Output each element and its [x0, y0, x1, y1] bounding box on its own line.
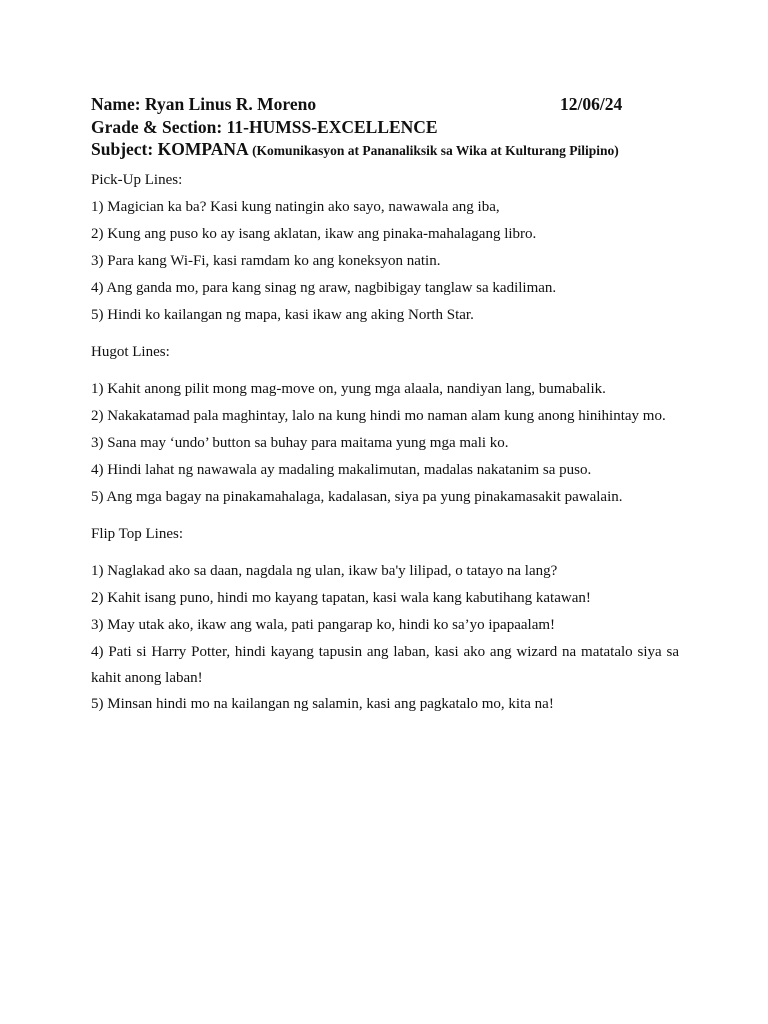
subject-full-name: (Komunikasyon at Pananaliksik sa Wika at Kulturang Pilipino): [252, 143, 619, 158]
list-item: 1) Magician ka ba? Kasi kung natingin ako sayo, nawawala ang iba,: [91, 198, 500, 215]
list-item: 5) Ang mga bagay na pinakamahalaga, kadalasan, siya pa yung pinakamasakit pawalain.: [91, 488, 623, 505]
document-date: 12/06/24: [560, 94, 623, 114]
section-title: Flip Top Lines:: [91, 525, 184, 542]
document-page: [91, 93, 691, 718]
list-item: 4) Pati si Harry Potter, hindi kayang tapusin ang laban, kasi ako ang wizard na matatalo siya sa kahit anong laban!: [91, 643, 679, 686]
document-body: [91, 167, 691, 718]
grade-section-line: Grade & Section: 11-HUMSS-EXCELLENCE: [91, 116, 438, 137]
section-title: Hugot Lines:: [91, 343, 170, 360]
section-pickup-lines: [91, 167, 691, 329]
list-item: 3) Para kang Wi-Fi, kasi ramdam ko ang koneksyon natin.: [91, 252, 441, 269]
section-fliptop-lines: [91, 521, 691, 718]
list-item: 4) Hindi lahat ng nawawala ay madaling makalimutan, madalas nakatanim sa puso.: [91, 461, 592, 478]
student-name: Name: Ryan Linus R. Moreno: [91, 94, 317, 114]
list-item: 5) Hindi ko kailangan ng mapa, kasi ikaw ang aking North Star.: [91, 306, 474, 323]
list-item: 1) Naglakad ako sa daan, nagdala ng ulan, ikaw ba'y lilipad, o tatayo na lang?: [91, 562, 558, 579]
list-item: 2) Nakakatamad pala maghintay, lalo na kung hindi mo naman alam kung anong hinihintay mo.: [91, 407, 666, 424]
list-item: 3) Sana may ‘undo’ button sa buhay para maitama yung mga mali ko.: [91, 434, 509, 451]
list-item: 4) Ang ganda mo, para kang sinag ng araw, nagbibigay tanglaw sa kadiliman.: [91, 279, 557, 296]
section-title: Pick-Up Lines:: [91, 171, 183, 188]
list-item: 1) Kahit anong pilit mong mag-move on, yung mga alaala, nandiyan lang, bumabalik.: [91, 380, 606, 397]
section-hugot-lines: [91, 339, 691, 511]
list-item: 3) May utak ako, ikaw ang wala, pati pangarap ko, hindi ko sa’yo ipapaalam!: [91, 616, 556, 633]
subject-line: [91, 138, 691, 163]
name-line: [91, 93, 691, 116]
subject-code: KOMPANA: [157, 139, 248, 159]
subject-label: Subject:: [91, 139, 158, 159]
list-item: 5) Minsan hindi mo na kailangan ng salamin, kasi ang pagkatalo mo, kita na!: [91, 695, 554, 712]
list-item: 2) Kung ang puso ko ay isang aklatan, ikaw ang pinaka-mahalagang libro.: [91, 225, 537, 242]
list-item: 2) Kahit isang puno, hindi mo kayang tapatan, kasi wala kang kabutihang katawan!: [91, 589, 591, 606]
